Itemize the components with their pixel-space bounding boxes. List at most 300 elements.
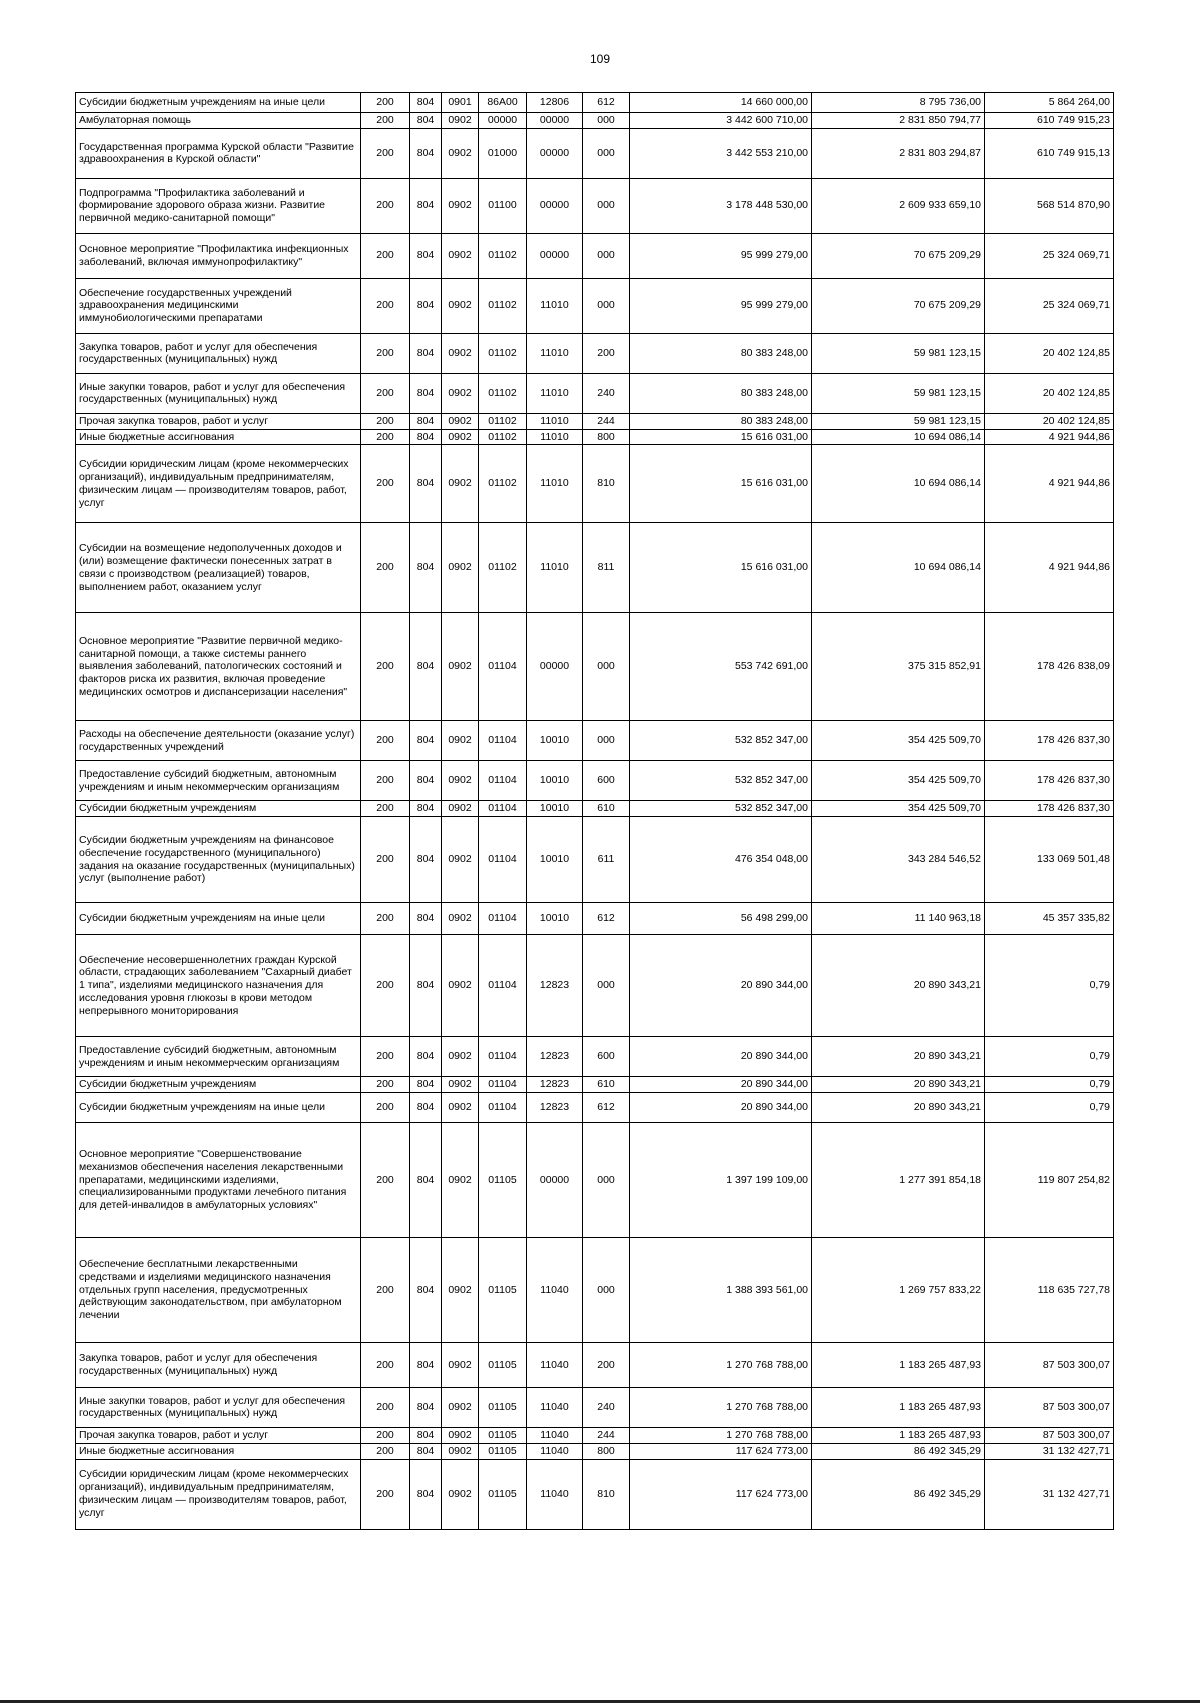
row-code-3: 0902 xyxy=(442,278,479,333)
row-amount-1: 532 852 347,00 xyxy=(630,721,812,761)
table-row xyxy=(76,1122,1114,1237)
row-amount-3: 178 426 838,09 xyxy=(985,613,1114,721)
row-code-2: 804 xyxy=(410,1342,442,1387)
row-amount-3: 87 503 300,07 xyxy=(985,1342,1114,1387)
row-name: Расходы на обеспечение деятельности (оказание услуг) государственных учреждений xyxy=(76,721,361,761)
row-code-2: 804 xyxy=(410,1237,442,1342)
table-row xyxy=(76,1092,1114,1122)
row-code-3: 0902 xyxy=(442,413,479,429)
row-code-2: 804 xyxy=(410,903,442,935)
row-code-5: 11010 xyxy=(527,373,583,413)
row-amount-1: 1 270 768 788,00 xyxy=(630,1427,812,1443)
table-row xyxy=(76,1037,1114,1077)
row-code-1: 200 xyxy=(361,93,410,113)
row-code-3: 0902 xyxy=(442,1443,479,1459)
row-code-4: 01105 xyxy=(479,1387,527,1427)
row-code-6: 000 xyxy=(583,128,630,178)
row-code-5: 00000 xyxy=(527,233,583,278)
row-code-2: 804 xyxy=(410,128,442,178)
row-code-1: 200 xyxy=(361,178,410,233)
row-code-2: 804 xyxy=(410,613,442,721)
row-code-6: 800 xyxy=(583,429,630,445)
row-name: Основное мероприятие "Совершенствование механизмов обеспечения населения лекарственными препаратами, медицинскими изделиями, специализированными продуктами лечебного питания для детей-инвалидов в амбулаторных условиях" xyxy=(76,1122,361,1237)
row-code-1: 200 xyxy=(361,1092,410,1122)
row-code-3: 0902 xyxy=(442,1387,479,1427)
row-code-5: 00000 xyxy=(527,613,583,721)
row-amount-2: 10 694 086,14 xyxy=(812,445,985,523)
row-code-3: 0902 xyxy=(442,1342,479,1387)
row-code-5: 10010 xyxy=(527,721,583,761)
row-code-1: 200 xyxy=(361,1077,410,1093)
row-code-6: 610 xyxy=(583,1077,630,1093)
table-row xyxy=(76,1237,1114,1342)
row-code-4: 01102 xyxy=(479,278,527,333)
row-code-2: 804 xyxy=(410,817,442,903)
row-amount-2: 375 315 852,91 xyxy=(812,613,985,721)
row-code-6: 800 xyxy=(583,1443,630,1459)
row-amount-2: 59 981 123,15 xyxy=(812,333,985,373)
row-code-4: 01104 xyxy=(479,613,527,721)
row-code-5: 12823 xyxy=(527,1092,583,1122)
row-code-1: 200 xyxy=(361,613,410,721)
row-code-1: 200 xyxy=(361,1443,410,1459)
row-name: Основное мероприятие "Развитие первичной медико-санитарной помощи, а также системы раннего выявления заболеваний, патологических состояний и факторов риска их развития, включая проведение медицинских осмотров и диспансеризации населения" xyxy=(76,613,361,721)
row-code-3: 0902 xyxy=(442,1427,479,1443)
row-code-4: 01105 xyxy=(479,1122,527,1237)
row-amount-3: 610 749 915,23 xyxy=(985,113,1114,129)
row-name: Прочая закупка товаров, работ и услуг xyxy=(76,413,361,429)
row-code-4: 01104 xyxy=(479,1092,527,1122)
table-row xyxy=(76,613,1114,721)
row-name: Субсидии бюджетным учреждениям xyxy=(76,801,361,817)
row-name: Субсидии бюджетным учреждениям xyxy=(76,1077,361,1093)
row-code-3: 0902 xyxy=(442,523,479,613)
page-bottom-border xyxy=(0,1700,1200,1703)
row-code-1: 200 xyxy=(361,523,410,613)
row-amount-2: 354 425 509,70 xyxy=(812,801,985,817)
row-name: Обеспечение бесплатными лекарственными средствами и изделиями медицинского назначения отдельных групп населения, предусмотренных действующим законодательством, при амбулаторном лечении xyxy=(76,1237,361,1342)
row-code-4: 01105 xyxy=(479,1237,527,1342)
row-code-4: 86А00 xyxy=(479,93,527,113)
row-amount-2: 2 831 803 294,87 xyxy=(812,128,985,178)
page-number: 109 xyxy=(589,52,611,66)
row-code-6: 000 xyxy=(583,278,630,333)
row-code-4: 01102 xyxy=(479,523,527,613)
row-code-2: 804 xyxy=(410,1443,442,1459)
row-code-2: 804 xyxy=(410,278,442,333)
row-code-3: 0902 xyxy=(442,333,479,373)
row-amount-3: 20 402 124,85 xyxy=(985,413,1114,429)
row-code-2: 804 xyxy=(410,1037,442,1077)
row-code-6: 610 xyxy=(583,801,630,817)
row-code-6: 811 xyxy=(583,523,630,613)
row-amount-2: 20 890 343,21 xyxy=(812,1077,985,1093)
row-code-3: 0902 xyxy=(442,178,479,233)
row-amount-1: 20 890 344,00 xyxy=(630,935,812,1037)
row-code-1: 200 xyxy=(361,761,410,801)
row-code-5: 11010 xyxy=(527,413,583,429)
row-code-1: 200 xyxy=(361,801,410,817)
row-amount-1: 95 999 279,00 xyxy=(630,278,812,333)
row-amount-2: 1 183 265 487,93 xyxy=(812,1342,985,1387)
row-amount-1: 117 624 773,00 xyxy=(630,1459,812,1529)
row-code-3: 0902 xyxy=(442,233,479,278)
row-code-1: 200 xyxy=(361,445,410,523)
row-name: Субсидии бюджетным учреждениям на иные цели xyxy=(76,93,361,113)
row-name: Прочая закупка товаров, работ и услуг xyxy=(76,1427,361,1443)
table-row xyxy=(76,817,1114,903)
row-code-6: 000 xyxy=(583,178,630,233)
budget-table xyxy=(75,92,1114,1530)
row-code-4: 01104 xyxy=(479,801,527,817)
row-amount-1: 20 890 344,00 xyxy=(630,1092,812,1122)
row-code-6: 240 xyxy=(583,373,630,413)
row-name: Субсидии юридическим лицам (кроме некоммерческих организаций), индивидуальным предпринимателям, физическим лицам — производителям товаров, работ, услуг xyxy=(76,445,361,523)
row-code-6: 240 xyxy=(583,1387,630,1427)
row-code-6: 000 xyxy=(583,721,630,761)
row-code-3: 0902 xyxy=(442,429,479,445)
row-amount-1: 3 442 553 210,00 xyxy=(630,128,812,178)
row-code-1: 200 xyxy=(361,817,410,903)
row-code-3: 0902 xyxy=(442,1237,479,1342)
row-code-3: 0901 xyxy=(442,93,479,113)
row-code-6: 612 xyxy=(583,1092,630,1122)
row-code-5: 11040 xyxy=(527,1427,583,1443)
row-code-6: 200 xyxy=(583,1342,630,1387)
row-code-6: 600 xyxy=(583,1037,630,1077)
row-code-5: 12823 xyxy=(527,935,583,1037)
row-code-2: 804 xyxy=(410,1077,442,1093)
row-code-4: 01000 xyxy=(479,128,527,178)
row-code-5: 11010 xyxy=(527,278,583,333)
row-code-5: 11040 xyxy=(527,1342,583,1387)
row-code-1: 200 xyxy=(361,333,410,373)
row-amount-2: 10 694 086,14 xyxy=(812,523,985,613)
row-amount-3: 178 426 837,30 xyxy=(985,761,1114,801)
row-amount-2: 354 425 509,70 xyxy=(812,721,985,761)
row-amount-2: 1 277 391 854,18 xyxy=(812,1122,985,1237)
row-code-5: 11040 xyxy=(527,1459,583,1529)
row-amount-3: 0,79 xyxy=(985,1037,1114,1077)
row-code-1: 200 xyxy=(361,278,410,333)
row-code-1: 200 xyxy=(361,903,410,935)
row-amount-1: 1 388 393 561,00 xyxy=(630,1237,812,1342)
row-code-4: 01102 xyxy=(479,333,527,373)
row-amount-1: 3 178 448 530,00 xyxy=(630,178,812,233)
row-code-5: 11040 xyxy=(527,1443,583,1459)
row-code-1: 200 xyxy=(361,128,410,178)
row-code-6: 244 xyxy=(583,1427,630,1443)
row-code-1: 200 xyxy=(361,1342,410,1387)
row-code-5: 00000 xyxy=(527,1122,583,1237)
row-amount-2: 1 183 265 487,93 xyxy=(812,1387,985,1427)
row-amount-2: 86 492 345,29 xyxy=(812,1443,985,1459)
row-amount-3: 25 324 069,71 xyxy=(985,278,1114,333)
row-amount-3: 118 635 727,78 xyxy=(985,1237,1114,1342)
row-code-2: 804 xyxy=(410,429,442,445)
row-code-1: 200 xyxy=(361,935,410,1037)
row-code-4: 01105 xyxy=(479,1342,527,1387)
row-code-2: 804 xyxy=(410,333,442,373)
table-row xyxy=(76,333,1114,373)
row-amount-3: 87 503 300,07 xyxy=(985,1427,1114,1443)
row-amount-1: 553 742 691,00 xyxy=(630,613,812,721)
row-code-4: 01102 xyxy=(479,413,527,429)
row-amount-2: 20 890 343,21 xyxy=(812,1092,985,1122)
row-amount-3: 25 324 069,71 xyxy=(985,233,1114,278)
table-row xyxy=(76,233,1114,278)
table-row xyxy=(76,801,1114,817)
row-amount-2: 8 795 736,00 xyxy=(812,93,985,113)
row-amount-1: 80 383 248,00 xyxy=(630,413,812,429)
row-amount-3: 0,79 xyxy=(985,935,1114,1037)
row-code-5: 11010 xyxy=(527,333,583,373)
row-amount-1: 117 624 773,00 xyxy=(630,1443,812,1459)
table-row xyxy=(76,1342,1114,1387)
row-code-4: 01105 xyxy=(479,1427,527,1443)
row-code-2: 804 xyxy=(410,178,442,233)
table-row xyxy=(76,721,1114,761)
row-amount-1: 14 660 000,00 xyxy=(630,93,812,113)
row-amount-3: 568 514 870,90 xyxy=(985,178,1114,233)
row-amount-3: 610 749 915,13 xyxy=(985,128,1114,178)
row-amount-1: 95 999 279,00 xyxy=(630,233,812,278)
row-code-3: 0902 xyxy=(442,445,479,523)
row-code-5: 11040 xyxy=(527,1237,583,1342)
row-code-1: 200 xyxy=(361,1122,410,1237)
row-code-2: 804 xyxy=(410,1387,442,1427)
row-amount-3: 119 807 254,82 xyxy=(985,1122,1114,1237)
row-code-5: 11010 xyxy=(527,445,583,523)
row-amount-3: 31 132 427,71 xyxy=(985,1459,1114,1529)
row-name: Субсидии бюджетным учреждениям на финансовое обеспечение государственного (муниципального) задания на оказание государственных (муниципальных) услуг (выполнение работ) xyxy=(76,817,361,903)
row-amount-1: 80 383 248,00 xyxy=(630,373,812,413)
row-amount-1: 15 616 031,00 xyxy=(630,445,812,523)
row-code-6: 600 xyxy=(583,761,630,801)
row-code-2: 804 xyxy=(410,445,442,523)
row-code-1: 200 xyxy=(361,413,410,429)
table-row xyxy=(76,761,1114,801)
row-amount-1: 56 498 299,00 xyxy=(630,903,812,935)
row-amount-2: 70 675 209,29 xyxy=(812,233,985,278)
row-amount-3: 31 132 427,71 xyxy=(985,1443,1114,1459)
row-code-3: 0902 xyxy=(442,721,479,761)
row-code-2: 804 xyxy=(410,761,442,801)
row-code-4: 01102 xyxy=(479,445,527,523)
table-row xyxy=(76,903,1114,935)
row-code-4: 01102 xyxy=(479,373,527,413)
row-code-4: 00000 xyxy=(479,113,527,129)
table-row xyxy=(76,1443,1114,1459)
row-code-5: 00000 xyxy=(527,113,583,129)
row-name: Амбулаторная помощь xyxy=(76,113,361,129)
row-amount-1: 80 383 248,00 xyxy=(630,333,812,373)
table-row xyxy=(76,1077,1114,1093)
row-code-5: 12806 xyxy=(527,93,583,113)
table-row xyxy=(76,1427,1114,1443)
row-amount-2: 70 675 209,29 xyxy=(812,278,985,333)
row-code-6: 000 xyxy=(583,935,630,1037)
row-amount-3: 5 864 264,00 xyxy=(985,93,1114,113)
row-code-2: 804 xyxy=(410,1427,442,1443)
row-amount-3: 4 921 944,86 xyxy=(985,445,1114,523)
row-amount-1: 1 397 199 109,00 xyxy=(630,1122,812,1237)
row-code-1: 200 xyxy=(361,1459,410,1529)
row-amount-2: 354 425 509,70 xyxy=(812,761,985,801)
row-name: Иные закупки товаров, работ и услуг для обеспечения государственных (муниципальных) нужд xyxy=(76,373,361,413)
table-row xyxy=(76,523,1114,613)
row-code-2: 804 xyxy=(410,721,442,761)
row-code-5: 00000 xyxy=(527,178,583,233)
row-name: Государственная программа Курской области "Развитие здравоохранения в Курской области" xyxy=(76,128,361,178)
row-code-2: 804 xyxy=(410,93,442,113)
row-name: Основное мероприятие "Профилактика инфекционных заболеваний, включая иммунопрофилактику" xyxy=(76,233,361,278)
row-amount-1: 20 890 344,00 xyxy=(630,1037,812,1077)
row-code-2: 804 xyxy=(410,1092,442,1122)
row-amount-1: 1 270 768 788,00 xyxy=(630,1387,812,1427)
row-code-6: 810 xyxy=(583,445,630,523)
row-code-1: 200 xyxy=(361,429,410,445)
row-code-6: 200 xyxy=(583,333,630,373)
table-row xyxy=(76,935,1114,1037)
table-row xyxy=(76,278,1114,333)
row-code-6: 244 xyxy=(583,413,630,429)
row-amount-3: 4 921 944,86 xyxy=(985,523,1114,613)
row-code-5: 11040 xyxy=(527,1387,583,1427)
row-amount-3: 20 402 124,85 xyxy=(985,333,1114,373)
row-code-4: 01104 xyxy=(479,935,527,1037)
row-amount-2: 86 492 345,29 xyxy=(812,1459,985,1529)
row-amount-2: 2 609 933 659,10 xyxy=(812,178,985,233)
row-amount-2: 20 890 343,21 xyxy=(812,935,985,1037)
row-code-1: 200 xyxy=(361,113,410,129)
row-code-5: 12823 xyxy=(527,1037,583,1077)
row-amount-3: 0,79 xyxy=(985,1077,1114,1093)
row-code-5: 11010 xyxy=(527,429,583,445)
row-name: Иные закупки товаров, работ и услуг для обеспечения государственных (муниципальных) нужд xyxy=(76,1387,361,1427)
row-code-1: 200 xyxy=(361,1427,410,1443)
table-row xyxy=(76,373,1114,413)
row-name: Предоставление субсидий бюджетным, автономным учреждениям и иным некоммерческим организациям xyxy=(76,761,361,801)
table-row xyxy=(76,93,1114,113)
row-code-4: 01102 xyxy=(479,233,527,278)
row-code-3: 0902 xyxy=(442,1459,479,1529)
row-amount-3: 87 503 300,07 xyxy=(985,1387,1114,1427)
row-amount-1: 3 442 600 710,00 xyxy=(630,113,812,129)
table-row xyxy=(76,413,1114,429)
row-code-2: 804 xyxy=(410,413,442,429)
row-code-3: 0902 xyxy=(442,113,479,129)
row-amount-2: 11 140 963,18 xyxy=(812,903,985,935)
table-row xyxy=(76,128,1114,178)
row-code-5: 10010 xyxy=(527,801,583,817)
row-code-6: 612 xyxy=(583,903,630,935)
row-code-5: 10010 xyxy=(527,903,583,935)
row-code-6: 611 xyxy=(583,817,630,903)
row-code-3: 0902 xyxy=(442,1037,479,1077)
row-code-1: 200 xyxy=(361,373,410,413)
row-name: Закупка товаров, работ и услуг для обеспечения государственных (муниципальных) нужд xyxy=(76,1342,361,1387)
row-code-3: 0902 xyxy=(442,817,479,903)
row-code-4: 01102 xyxy=(479,429,527,445)
row-code-2: 804 xyxy=(410,113,442,129)
row-name: Субсидии бюджетным учреждениям на иные цели xyxy=(76,903,361,935)
row-code-2: 804 xyxy=(410,935,442,1037)
row-code-2: 804 xyxy=(410,1122,442,1237)
table-row xyxy=(76,429,1114,445)
row-code-5: 00000 xyxy=(527,128,583,178)
row-name: Предоставление субсидий бюджетным, автономным учреждениям и иным некоммерческим организациям xyxy=(76,1037,361,1077)
row-code-6: 810 xyxy=(583,1459,630,1529)
row-code-3: 0902 xyxy=(442,761,479,801)
row-amount-1: 15 616 031,00 xyxy=(630,429,812,445)
row-amount-2: 10 694 086,14 xyxy=(812,429,985,445)
row-code-3: 0902 xyxy=(442,801,479,817)
row-code-3: 0902 xyxy=(442,613,479,721)
row-amount-3: 0,79 xyxy=(985,1092,1114,1122)
row-amount-2: 2 831 850 794,77 xyxy=(812,113,985,129)
row-code-6: 000 xyxy=(583,1237,630,1342)
row-code-6: 612 xyxy=(583,93,630,113)
row-code-3: 0902 xyxy=(442,128,479,178)
row-amount-1: 532 852 347,00 xyxy=(630,801,812,817)
row-amount-2: 20 890 343,21 xyxy=(812,1037,985,1077)
row-amount-1: 1 270 768 788,00 xyxy=(630,1342,812,1387)
row-code-5: 12823 xyxy=(527,1077,583,1093)
row-code-4: 01104 xyxy=(479,903,527,935)
table-row xyxy=(76,178,1114,233)
row-code-3: 0902 xyxy=(442,1077,479,1093)
row-code-6: 000 xyxy=(583,233,630,278)
row-code-1: 200 xyxy=(361,721,410,761)
row-code-1: 200 xyxy=(361,1237,410,1342)
row-name: Обеспечение несовершеннолетних граждан Курской области, страдающих заболеванием "Сахарный диабет 1 типа", изделиями медицинского назначения для исследования уровня глюкозы в крови методом непрерывного мониторирования xyxy=(76,935,361,1037)
row-code-2: 804 xyxy=(410,1459,442,1529)
row-amount-3: 20 402 124,85 xyxy=(985,373,1114,413)
row-code-1: 200 xyxy=(361,233,410,278)
row-code-4: 01105 xyxy=(479,1443,527,1459)
row-name: Субсидии на возмещение недополученных доходов и (или) возмещение фактически понесенных затрат в связи с производством (реализацией) товаров, выполнением работ, оказанием услуг xyxy=(76,523,361,613)
row-amount-2: 1 183 265 487,93 xyxy=(812,1427,985,1443)
table-row xyxy=(76,445,1114,523)
row-code-4: 01100 xyxy=(479,178,527,233)
row-name: Субсидии бюджетным учреждениям на иные цели xyxy=(76,1092,361,1122)
row-code-5: 11010 xyxy=(527,523,583,613)
row-code-5: 10010 xyxy=(527,761,583,801)
row-amount-3: 133 069 501,48 xyxy=(985,817,1114,903)
row-code-4: 01104 xyxy=(479,721,527,761)
row-amount-1: 20 890 344,00 xyxy=(630,1077,812,1093)
row-name: Закупка товаров, работ и услуг для обеспечения государственных (муниципальных) нужд xyxy=(76,333,361,373)
row-code-4: 01104 xyxy=(479,761,527,801)
row-amount-3: 178 426 837,30 xyxy=(985,721,1114,761)
row-amount-2: 59 981 123,15 xyxy=(812,373,985,413)
row-code-5: 10010 xyxy=(527,817,583,903)
row-code-2: 804 xyxy=(410,801,442,817)
row-code-3: 0902 xyxy=(442,903,479,935)
row-amount-1: 476 354 048,00 xyxy=(630,817,812,903)
row-code-4: 01105 xyxy=(479,1459,527,1529)
table-row xyxy=(76,1459,1114,1529)
row-code-3: 0902 xyxy=(442,373,479,413)
row-code-6: 000 xyxy=(583,613,630,721)
row-name: Иные бюджетные ассигнования xyxy=(76,1443,361,1459)
row-name: Обеспечение государственных учреждений здравоохранения медицинскими иммунобиологическими препаратами xyxy=(76,278,361,333)
table-row xyxy=(76,1387,1114,1427)
row-amount-3: 45 357 335,82 xyxy=(985,903,1114,935)
row-code-2: 804 xyxy=(410,523,442,613)
row-code-3: 0902 xyxy=(442,935,479,1037)
